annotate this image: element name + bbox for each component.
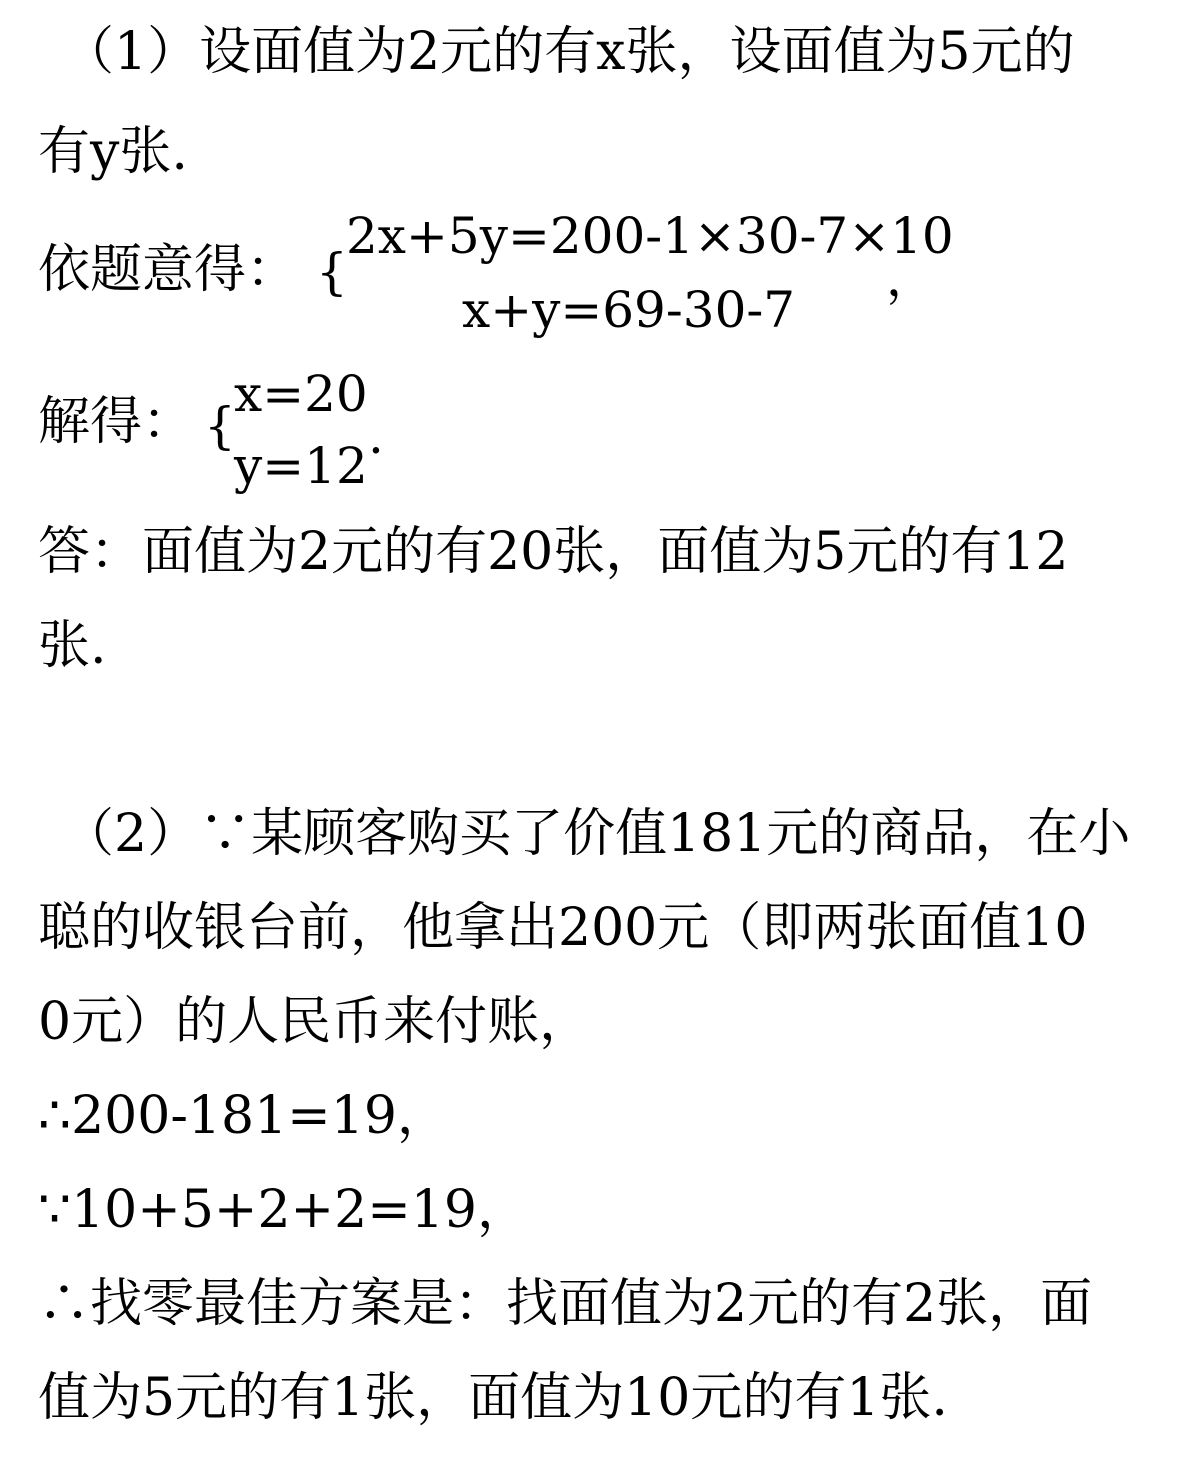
solution-intro: 解得：	[38, 392, 195, 452]
solution-top: x=20	[234, 365, 368, 423]
part2-line2: 聪的收银台前，他拿出200元（即两张面值10	[38, 898, 1088, 958]
solution-end-punct: .	[368, 407, 384, 465]
part1-setup-line2: 有y张.	[38, 122, 188, 182]
equation-intro: 依题意得：	[38, 240, 299, 300]
answer-line1: 答：面值为2元的有20张，面值为5元的有12	[38, 522, 1069, 582]
equation-end-punct: ，	[886, 249, 936, 307]
part1-setup-line1: （1）设面值为2元的有x张，设面值为5元的	[62, 22, 1075, 82]
part2-line4: ∴200-181=19，	[38, 1086, 449, 1146]
solution-brace: {	[204, 397, 236, 455]
part2-line1: （2）∵某顾客购买了价值181元的商品，在小	[62, 804, 1131, 864]
equation-bottom: x+y=69-30-7	[462, 281, 796, 339]
equation-top: 2x+5y=200-1×30-7×10	[346, 207, 954, 265]
part2-line3: 0元）的人民币来付账，	[38, 992, 592, 1052]
answer-line2: 张.	[38, 616, 107, 676]
part2-line6: ∴找零最佳方案是：找面值为2元的有2张，面	[38, 1274, 1093, 1334]
part2-line7: 值为5元的有1张，面值为10元的有1张.	[38, 1368, 948, 1428]
part2-line5: ∵10+5+2+2=19，	[38, 1180, 529, 1240]
equation-brace: {	[316, 243, 348, 301]
solution-bottom: y=12	[234, 437, 368, 495]
